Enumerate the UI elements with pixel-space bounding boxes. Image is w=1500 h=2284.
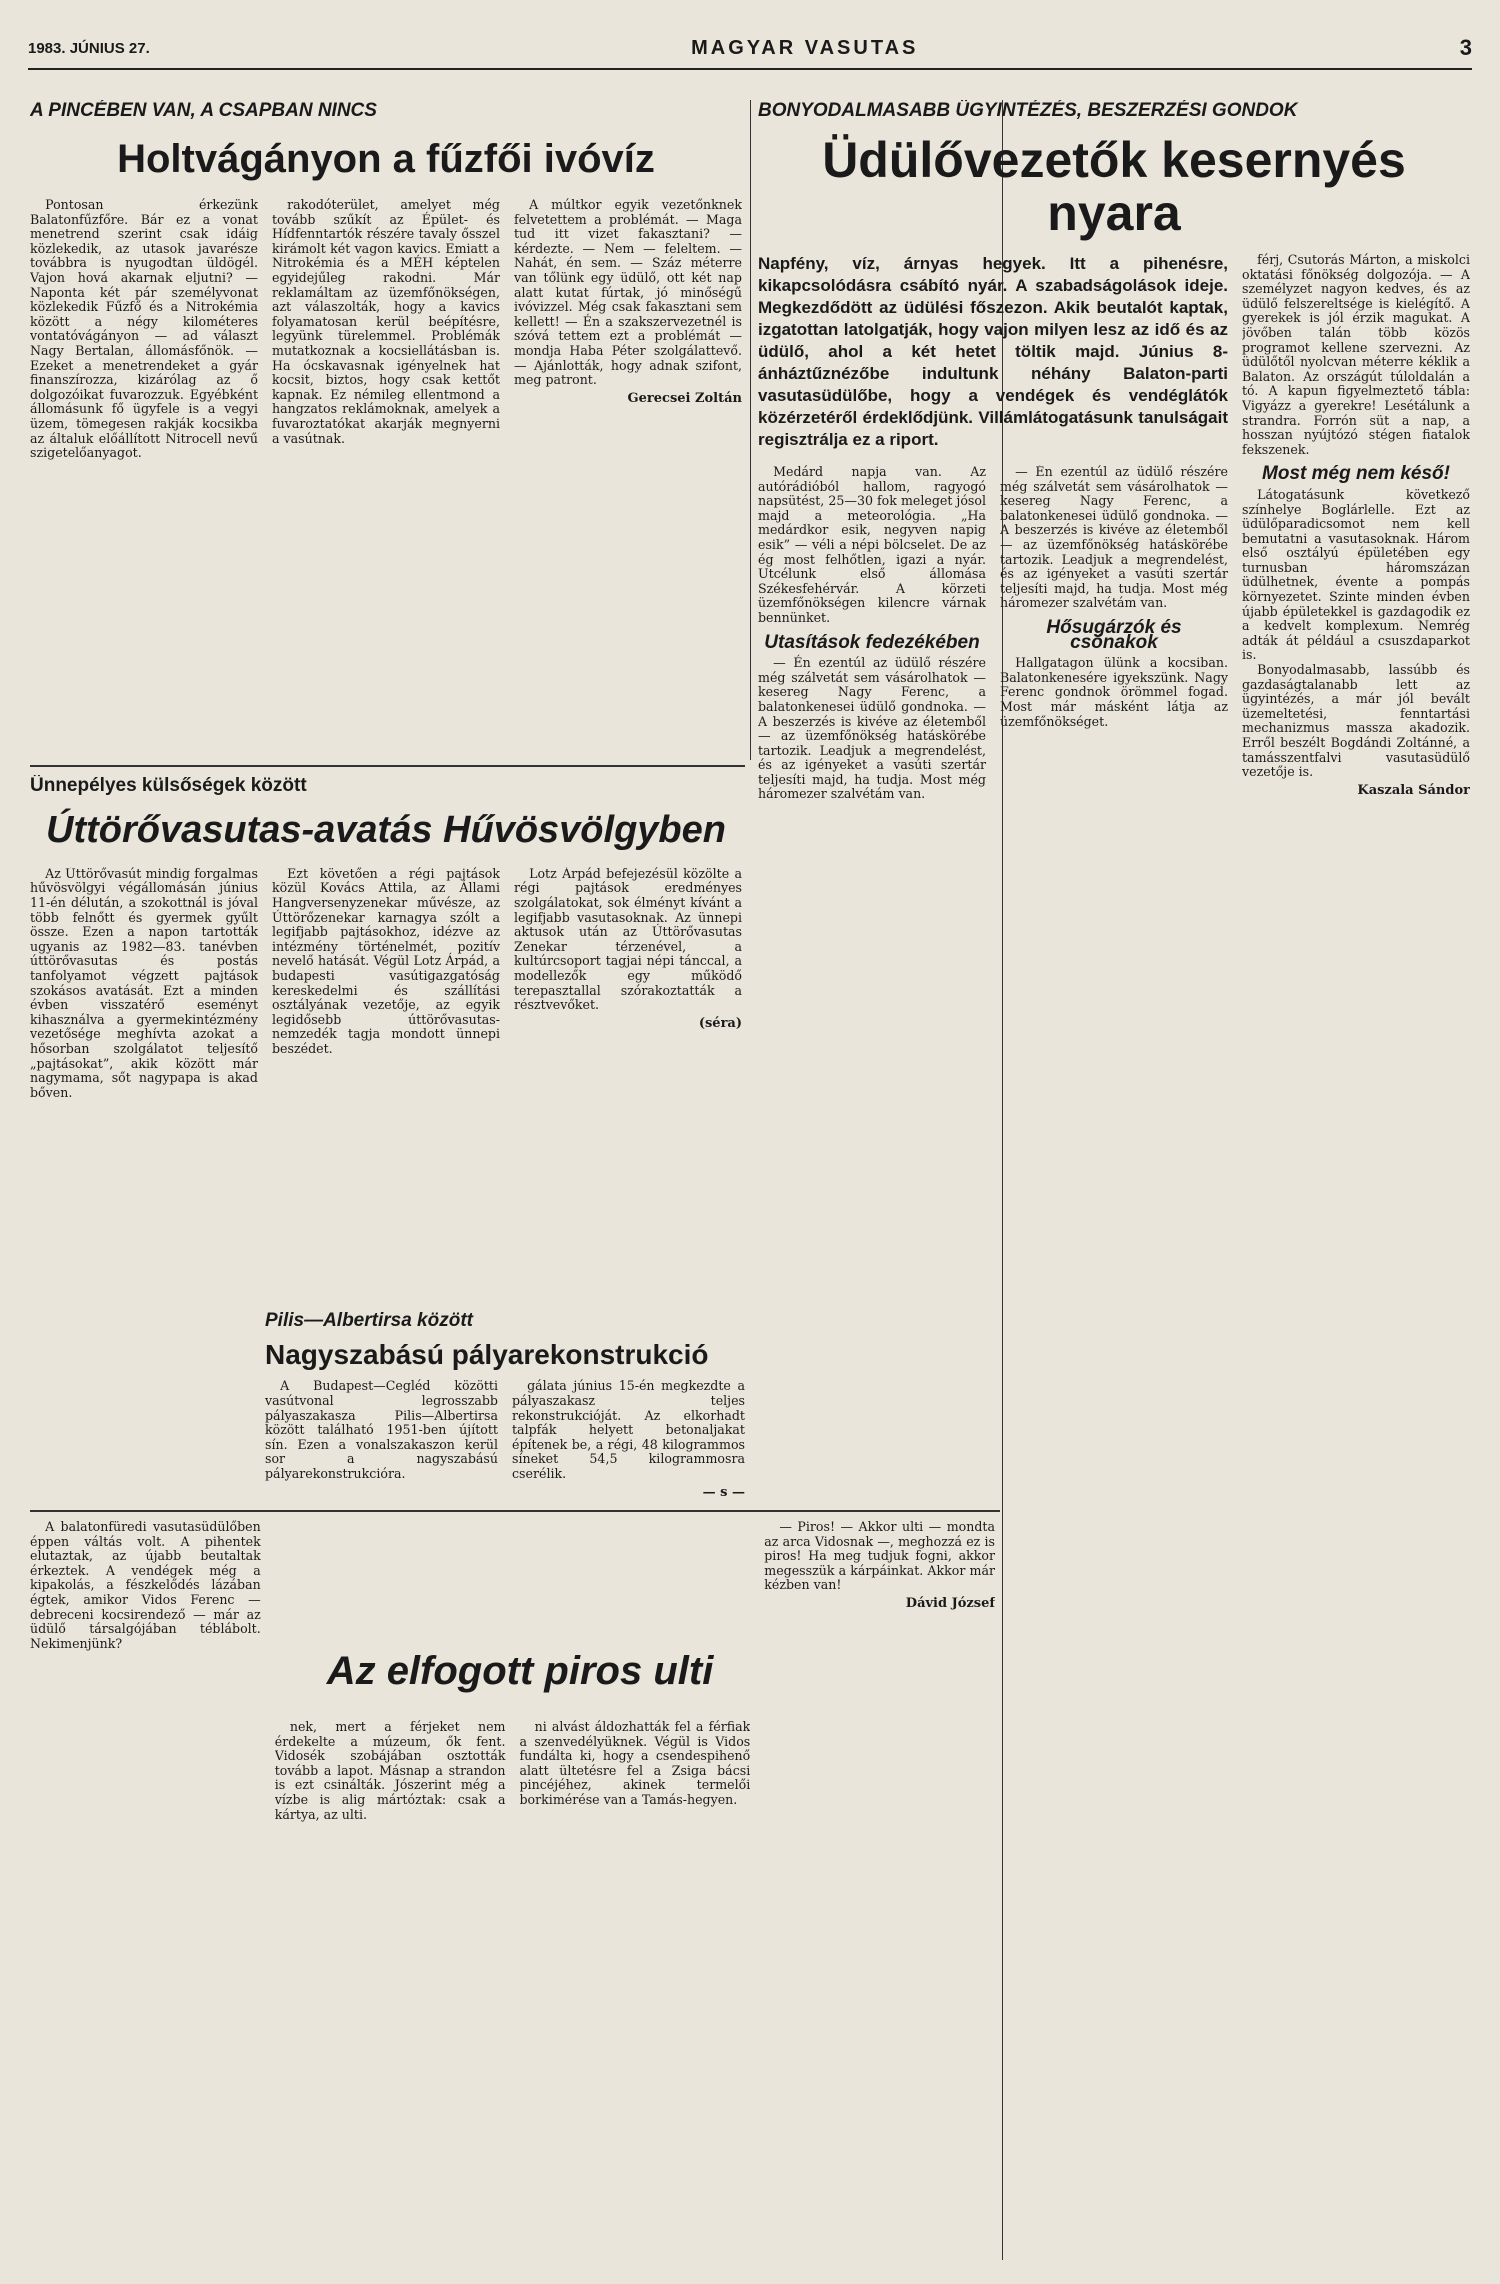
author-signature: — s — xyxy=(702,1484,745,1500)
article-title: Úttörővasutas-avatás Hűvösvölgyben xyxy=(46,809,726,851)
article-title: Üdülővezetők kesernyés nyara xyxy=(822,132,1406,241)
subheading: Most még nem késő! xyxy=(1262,463,1450,485)
article-text: rakodóterület, amelyet még tovább szűkít az Épület- és Hídfenntartók részére tavaly ősszel kirámolt két vagon kavics. Emiatt a Nitrokémia és a MÉH képtelen egyidejűleg rakodni. Már reklamáltam az üzemfőnökségen, azt válaszolták, hogy a kavics folyamatosan kerül beépítésre, legyünk türelemmel. Problémák mutatkoznak a kocsiellátásban is. Ha ócskavasnak igényelnek hat kocsit, biztos, hogy csak kettőt kapnak. Ez némileg ellentmond a hangzatos reklámoknak, amelyek a fuvaroztatókat akarják megnyerni a vasútnak. xyxy=(272,198,500,446)
article-lead: Napfény, víz, árnyas hegyek. Itt a pihenésre, kikapcsolódásra csábító nyár. A szabadságolások ideje. Megkezdődött az üdülési főszezon. Akik beutalót kaptak, izgatottan latolgatják, hogy vajon milyen lesz az idő és az üdülő, ahol a két hetet töltik majd. Június 8-ánháztűznézőbe indultunk néhány Balaton-parti vasutasüdülőbe, hogy a vendégek és vendéglátók közérzetéről érdeklődjünk. Villámlátogatásunk tanulságait regisztrálja ez a riport. xyxy=(758,254,1228,449)
page-number: 3 xyxy=(1459,35,1472,60)
column-divider xyxy=(750,100,751,760)
article-title: Holtvágányon a fűzfői ivóvíz xyxy=(117,137,655,181)
article-text: Az Úttörővasút mindig forgalmas hűvösvölgyi végállomásán június 11-én délután, a szokottnál is jóval több felnőtt és gyermek gyűlt össze. Ezen a napon tartották ugyanis az 1982—83. tanévben úttörővasutas és postás tanfolyamot végzett pajtások szokásos avatását. Ezt a minden évben visszatérő eseményt kihasználva a gyermekintézmény vezetősége meghívta azokat a hősorban szolgálatot teljesítő „pajtásokat”, akik között már nagymama, sőt nagypapa is akad bőven. xyxy=(30,866,258,1100)
article-text: A Budapest—Cegléd közötti vasútvonal legrosszabb pályaszakasza Pilis—Albertirsa között található 1951-ben újított sín. Ezen a vonalszakaszon kerül sor a nagyszabású pályarekonstrukcióra. xyxy=(265,1379,498,1481)
article-text: — Én ezentúl az üdülő részére még szálvetát sem vásárolhatok — kesereg Nagy Ferenc, a balatonkenesei üdülő gondnoka. — A beszerzés is kivéve az életemből — az üzemfőnökség hatáskörébe tartozik. Leadjuk a megrendelést, és az igényeket a vasúti szertár teljesíti majd, ha tudja. Most még háromezer szalvétám van. Hősugárzók és csónakok Hallgatagon ülünk a kocsiban. Balatonkenesére igyekszünk. Nagy Ferenc gondnok örömmel fogad. Most már másként látja az üzemfőnökséget. xyxy=(1000,465,1228,729)
article-text: Lotz Árpád befejezésül közölte a régi pajtások eredményes szolgálatokat, sok élményt kívánt a legifjabb vasutasoknak. Az ünnepi aktusok után az Úttörővasutas Zenekar térzenével, a kultúrcsoport tagjai népi tánccal, a modellezők egy működő terepasztallal szórakoztatták a résztvevőket. (séra) xyxy=(514,866,742,1031)
article-kicker: BONYODALMASABB ÜGYINTÉZÉS, BESZERZÉSI GONDOK xyxy=(758,100,1298,121)
article-text: A múltkor egyik vezetőnknek felvetettem a problémát. — Maga tud itt vizet fakasztani? — kérdezte. — Nem — feleltem. — Nahát, én sem. — Száz méterre van tőlünk egy üdülő, ott két nap alatt kutat fúrtak, jó minőségű ivóvizzel. Még csak fakasztani sem kellett! — Én a szakszervezetnél is szóvá tettem ezt a problémát — mondja Haba Péter szolgálattevő. — Ajánlották, hogy adnak szifont, meg patront. Gerecsei Zoltán xyxy=(514,198,742,406)
article-text: Medárd napja van. Az autórádióból hallom, ragyogó napsütést, 25—30 fok meleget jósol majd a meteorológia. „Ha medárdkor esik, negyven napig esik” — véli a népi bölcselet. De az ég most felhőtlen, igazi a nyár. Utcélunk első állomása Székesfehérvár. A körzeti üzemfőnökségen kilencre várnak bennünket. Utasítások fedezékében — Én ezentúl az üdülő részére még szálvetát sem vásárolhatok — kesereg Nagy Ferenc, a balatonkenesei üdülő gondnoka. — A beszerzés is kivéve az életemből — az üzemfőnökség hatáskörébe tartozik. Leadjuk a megrendelést, és az igényeket a vasúti szertár teljesíti majd, ha tudja. Most még háromezer szalvétám van. xyxy=(758,465,986,802)
article-kicker: A PINCÉBEN VAN, A CSAPBAN NINCS xyxy=(30,100,377,121)
article-kicker: Ünnepélyes külsőségek között xyxy=(30,775,307,796)
author-signature: (séra) xyxy=(698,1015,742,1031)
article-text: gálata június 15-én megkezdte a pályaszakasz teljes rekonstrukcióját. Az elkorhadt talpfák helyett betonaljakat építenek be, a régi, 48 kilogrammos síneket 54,5 kilogrammosra cserélik. — s — xyxy=(512,1379,745,1500)
article-text: ni alvást áldozhatták fel a férfiak a szenvedélyüknek. Végül is Vidos fundálta ki, hogy a csendespihenő alatt ültetésre fel a Zsiga bácsi pincéjéhez, akinek termelői borkimérése van a Tamás-hegyen. xyxy=(519,1719,751,1807)
issue-date: 1983. JÚNIUS 27. xyxy=(28,39,150,57)
author-signature: Dávid József xyxy=(905,1595,995,1611)
subheading: Utasítások fedezékében xyxy=(764,631,980,653)
author-signature: Gerecsei Zoltán xyxy=(627,390,742,406)
author-signature: Kaszala Sándor xyxy=(1357,782,1470,798)
article-text: — Piros! — Akkor ulti — mondta az arca Vidosnak —, meghozzá ez is piros! Ha meg tudjuk fogni, akkor megesszük a kárpáinkat. Akkor már kézben van! Dávid József xyxy=(764,1520,995,1611)
article-text: Pontosan érkezünk Balatonfűzfőre. Bár ez a vonat menetrend szerint csak idáig közlekedik, az utasok javarésze továbbra is nyugodtan üldögél. Vajon hová akarnak eljutni? — Naponta két pár személyvonat közlekedik Fűzfő és a Nitrokémia között a négy kilométeres vontatóvágányon — ad választ Nagy Bertalan, állomásfőnök. — Ezeket a menetrendeket a gyár finanszírozza, kizárólag az ő dolgozóikat fuvarozzuk. Egyébként állomásunk fő ügyfele is a vegyi üzem, tömegesen rakják kocsikba az általuk előállított Nitrocell nevű szigetelőanyagot. xyxy=(30,198,258,461)
article-text: A balatonfüredi vasutasüdülőben éppen váltás volt. A pihentek elutaztak, az újabb beutaltak érkeztek. A vendégek még a kipakolás, a fészkelődés lázában égtek, amikor Vidos Ferenc — debreceni kocsirendező — már az üdülő társalgójában téblábolt. Nekimenjünk? xyxy=(30,1520,261,1651)
article-kicker: Pilis—Albertirsa között xyxy=(265,1310,473,1331)
article-text: nek, mert a férjeket nem érdekelte a múzeum, ők fent. Vidosék szobájában osztották tovább a lapot. Másnap a strandon is ezt csinálták. Jószerint még a vízbe is alig mártóztak: csak a kártya, az ulti. xyxy=(274,1719,506,1822)
article-text: férj, Csutorás Márton, a miskolci oktatási főnökség dolgozója. — A személyzet nagyon kedves, és az üdülő felszereltsége is kielégítő. A gyerekek is jól érzik magukat. A jövőben talán több közös programot kellene szervezni. Az üdülőtől nyolcvan méterre kéklik a Balaton. Az országút túloldalán a tó. A kapun figyelmeztető tábla: Vigyázz a gyerekre! Lesétálunk a strandra. Forrón süt a nap, a hosszan nyújtózó stégen fiatalok fekszenek. Most még nem késő! Látogatásunk következő színhelye Boglárlelle. Ezt az üdülőparadicsomot nem kell bemutatni a vasutasoknak. Három első osztályú épületében egy turnusban háromszázan üdülhetnek, évente a pompás környezetet. Szinte minden évben újabb épületekkel is gazdagodik ez a kedvelt komplexum. Nemrég adták át például a csuszdaparkot is. Bonyodalmasabb, lassúbb és gazdaságtalanabb lett az ügyintézés, a már jól bevált üzemeltetési, fenntartási mechanizmus massza akadozik. Erről beszélt Bogdándi Zoltánné, a tamásszentfalvi vasutasüdülő vezetője is. Kaszala Sándor xyxy=(1242,253,1470,798)
article-piros-ulti xyxy=(30,1520,995,2270)
article-title: Nagyszabású pályarekonstrukció xyxy=(265,1339,709,1370)
article-title: Az elfogott piros ulti xyxy=(326,1649,714,1693)
page-header xyxy=(28,28,1472,70)
article-holtvagany xyxy=(30,100,742,755)
article-palyarekonstrukcio xyxy=(265,1310,745,1505)
subheading: Hősugárzók és csónakok xyxy=(1046,616,1182,653)
section-divider xyxy=(30,765,745,767)
article-text: Ezt követően a régi pajtások közül Kovács Attila, az Állami Hangversenyzenekar művésze, az Úttörőzenekar karnagya szólt a legifjabb pajtásokhoz, idézve az intézmény történelmét, pozitív nevelő hatását. Végül Lotz Árpád, a budapesti vasútigazgatóság kereskedelmi és szállítási osztályának vezetője, az egyik legidősebb úttörővasutas-nemzedék tagja mondott ünnepi beszédet. xyxy=(272,866,500,1057)
newspaper-name: MAGYAR VASUTAS xyxy=(691,36,919,59)
